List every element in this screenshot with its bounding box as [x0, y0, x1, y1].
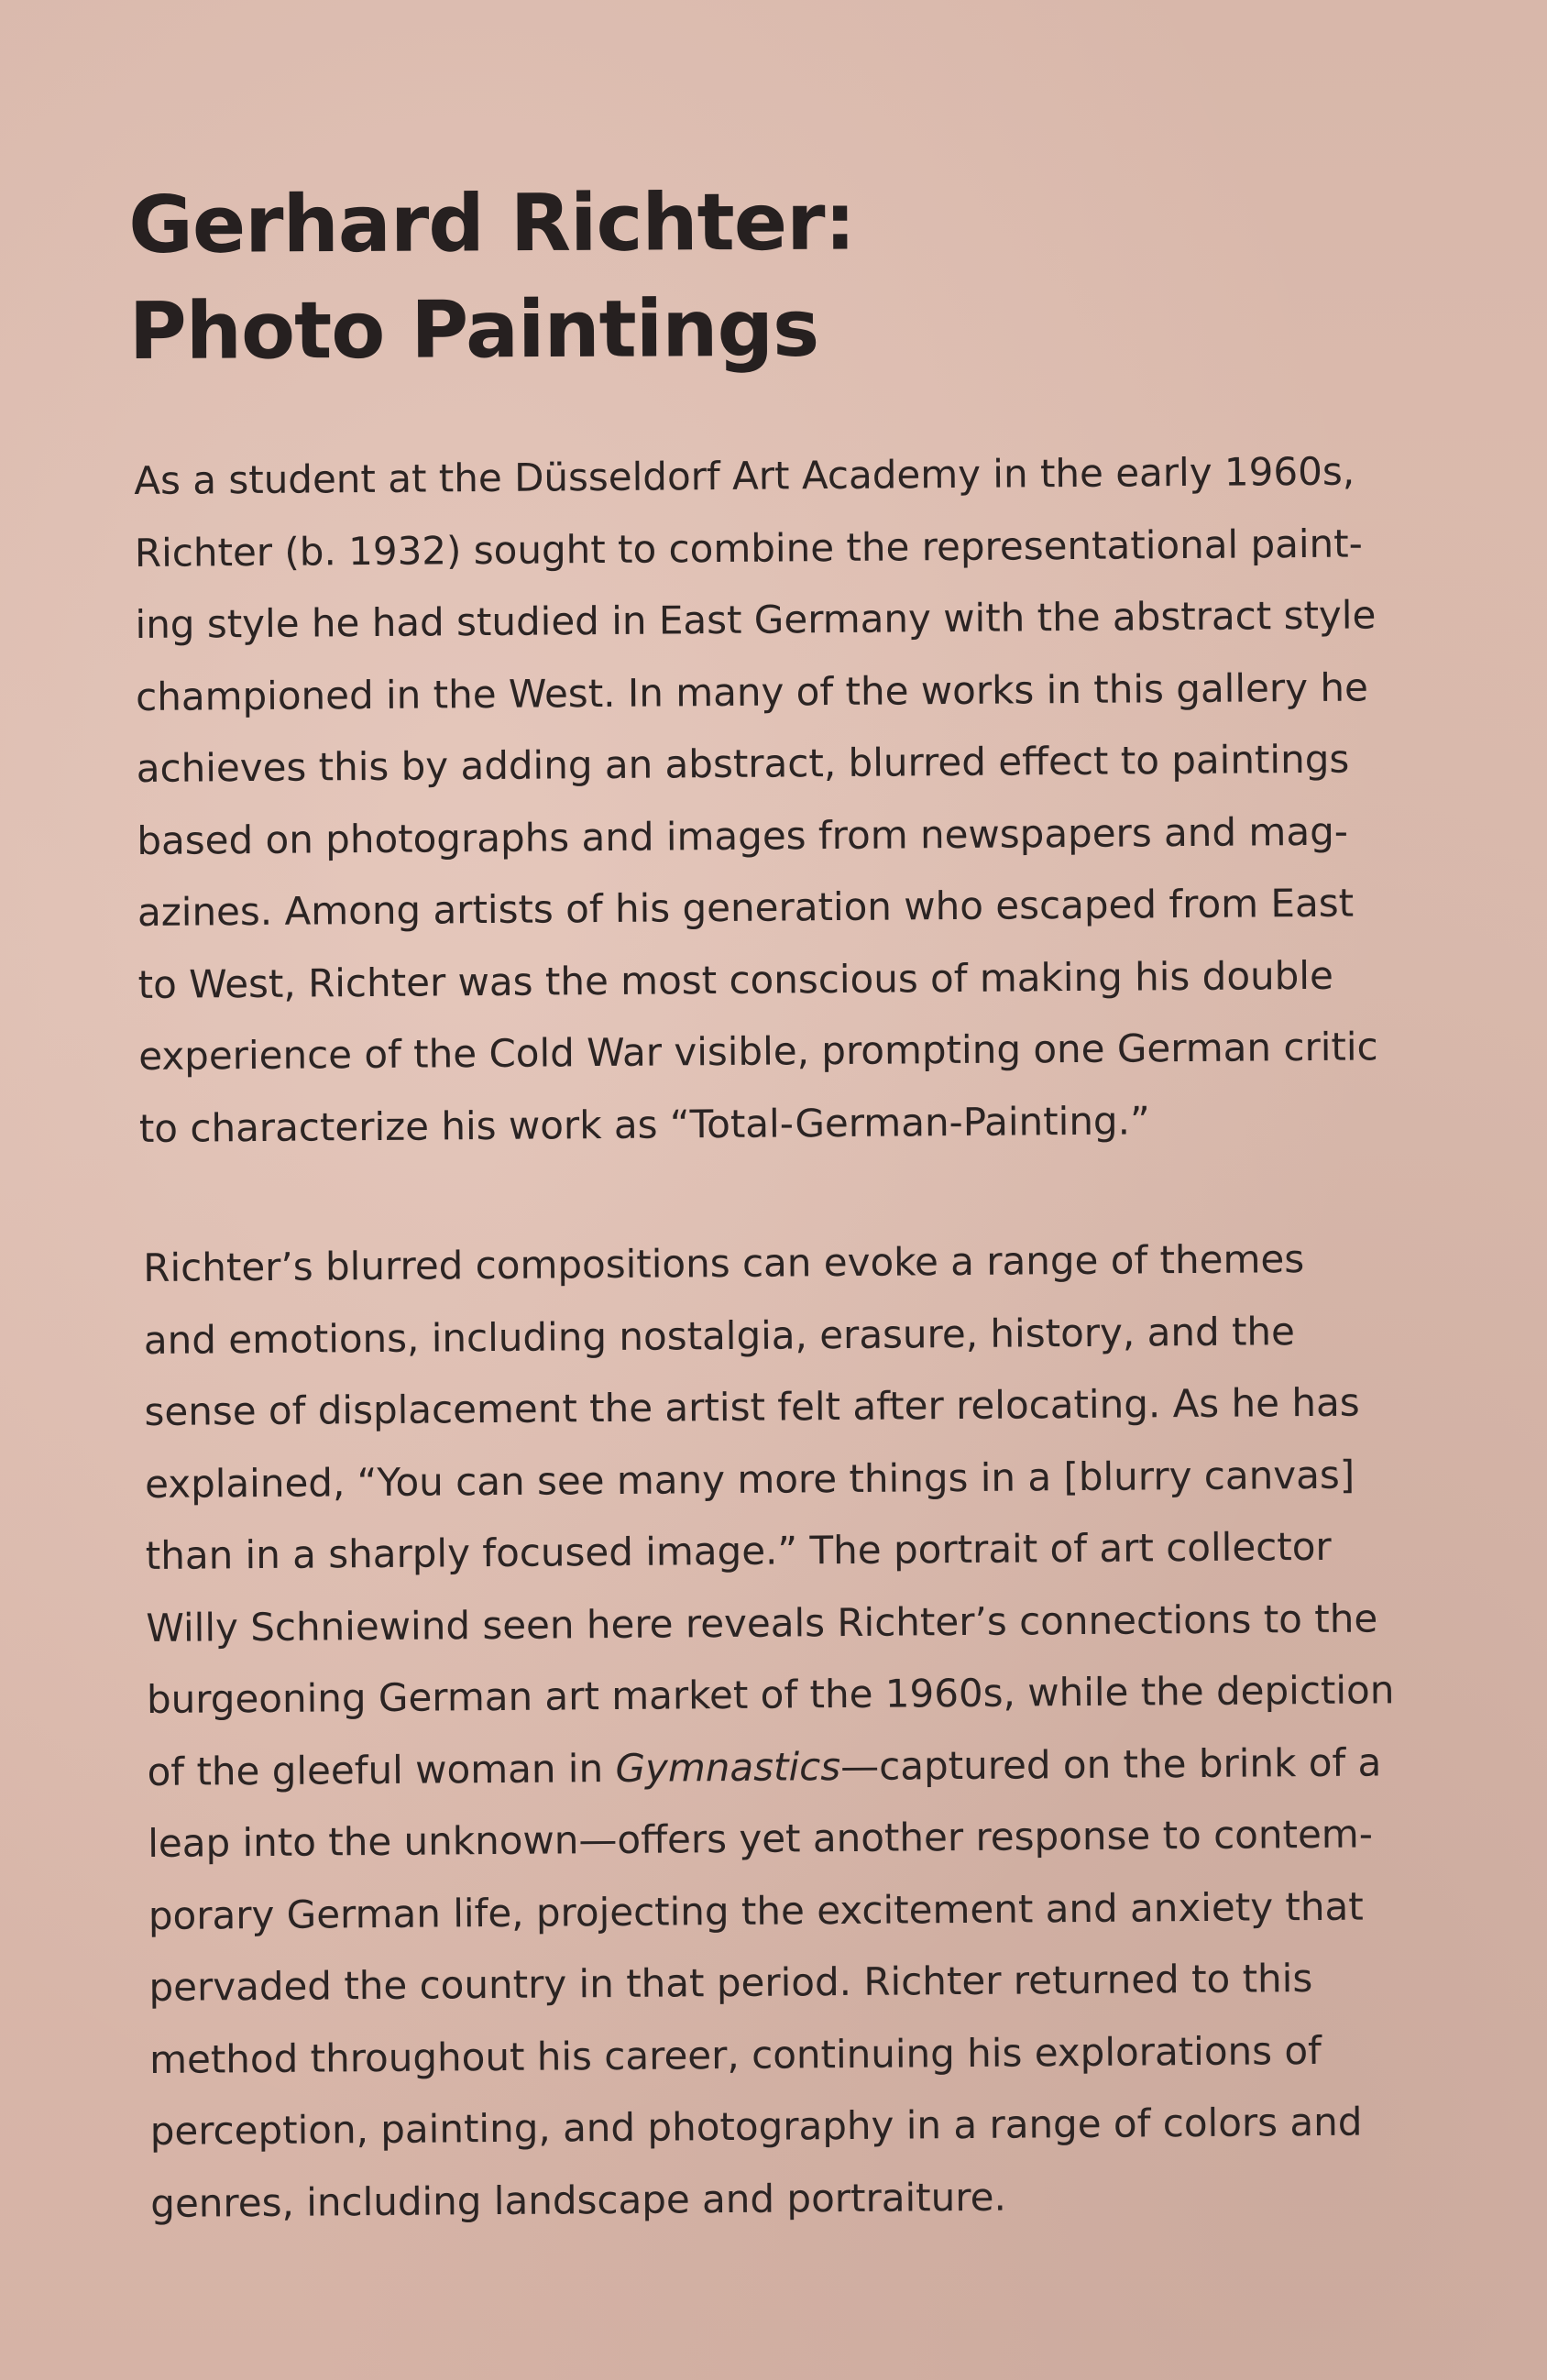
- text-line: As a student at the Düsseldorf Art Academy in the early 1960s,: [134, 448, 1355, 503]
- title-line-1: Gerhard Richter:: [128, 176, 856, 271]
- text-line: and emotions, including nostalgia, erasure, history, and the: [143, 1308, 1296, 1363]
- text-line: leap into the unknown—offers yet another response to contem-: [148, 1811, 1374, 1866]
- text-line: explained, “You can see many more things in a [blurry canvas]: [144, 1452, 1355, 1507]
- text-segment: of the gleeful woman in: [147, 1745, 616, 1794]
- text-line: Willy Schniewind seen here reveals Richter’s connections to the: [146, 1595, 1378, 1651]
- paragraph-1: [134, 434, 1487, 1165]
- text-line: perception, painting, and photography in a range of colors and: [149, 2099, 1363, 2154]
- text-line: to West, Richter was the most conscious of making his double: [137, 952, 1334, 1007]
- text-line: ing style he had studied in East Germany with the abstract style: [135, 592, 1377, 647]
- text-line: experience of the Cold War visible, prompting one German critic: [138, 1024, 1378, 1079]
- text-line: burgeoning German art market of the 1960s, while the depiction: [146, 1667, 1395, 1722]
- text-line: porary German life, projecting the excitement and anxiety that: [148, 1883, 1364, 1938]
- text-line: method throughout his career, continuing his explorations of: [148, 2027, 1322, 2082]
- text-line: than in a sharply focused image.” The portrait of art collector: [145, 1523, 1332, 1578]
- text-line: genres, including landscape and portraiture.: [150, 2174, 1006, 2226]
- text-line: Richter’s blurred compositions can evoke a range of themes: [143, 1236, 1305, 1290]
- text-line: sense of displacement the artist felt after relocating. As he has: [144, 1379, 1360, 1434]
- paragraph-2: [143, 1222, 1498, 2240]
- exhibit-title: [128, 170, 856, 385]
- text-line: azines. Among artists of his generation who escaped from East: [137, 880, 1355, 935]
- text-line: to characterize his work as “Total-German-Painting.”: [138, 1097, 1150, 1151]
- text-line: pervaded the country in that period. Richter returned to this: [148, 1956, 1313, 2010]
- text-line-with-italic-title: [147, 1726, 1495, 1808]
- title-line-2: Photo Paintings: [128, 282, 819, 378]
- text-line: Richter (b. 1932) sought to combine the representational paint-: [134, 520, 1363, 576]
- text-line: achieves this by adding an abstract, blurred effect to paintings: [136, 736, 1350, 791]
- text-line: championed in the West. In many of the works in this gallery he: [135, 664, 1368, 719]
- artwork-title-gymnastics: Gymnastics: [615, 1743, 841, 1791]
- text-line: based on photographs and images from newspapers and mag-: [137, 808, 1349, 863]
- text-segment: —captured on the brink of a: [839, 1738, 1382, 1789]
